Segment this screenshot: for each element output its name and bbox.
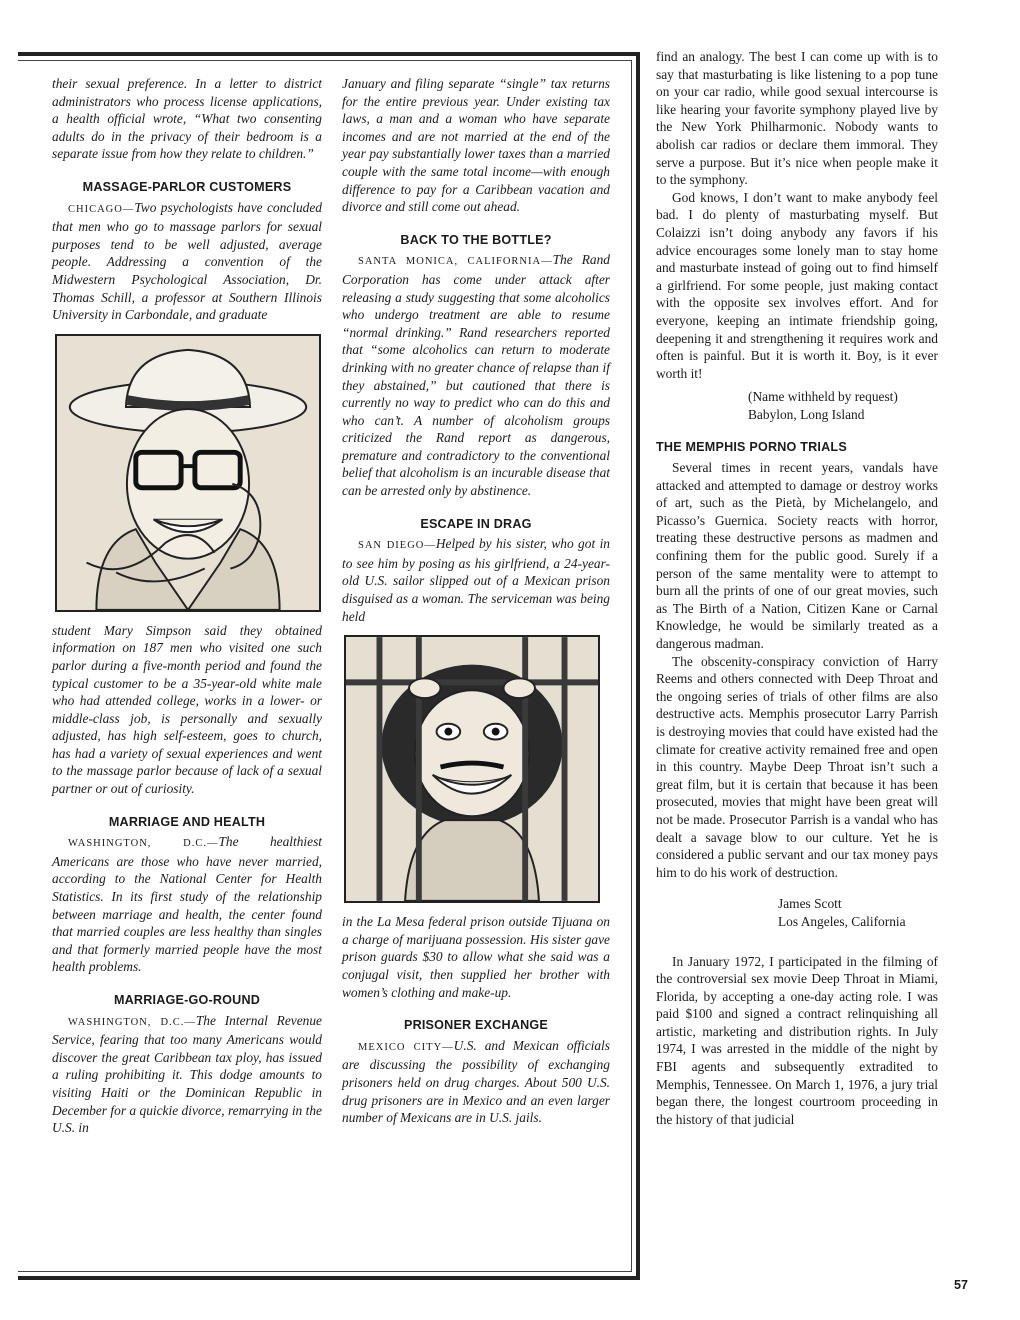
column-1	[52, 75, 322, 1137]
signature-location: Los Angeles, California	[778, 913, 906, 929]
article-text: student Mary Simpson said they obtained information on 187 men who visited one such parlor during a five-month period and found the typical customer to be a 35-year-old white male who had attended college, works in a lower- or middle-class job, is personally and sexually adjusted, has high self-esteem, goes to church, has had a variety of sexual experiences and went to the massage parlor because of lack of a sexual partner or out of curiosity.	[52, 622, 322, 797]
section-heading: BACK TO THE BOTTLE?	[400, 232, 552, 247]
illustration-man-in-hat	[55, 334, 321, 612]
signature-name: (Name withheld by request)	[748, 389, 898, 405]
article-text: their sexual preference. In a letter to district administrators who process license applications, a health official wrote, “What two consenting adults do in the privacy of their bedroom is a separate issue from how they relate to children.”	[52, 76, 322, 162]
man-in-hat-drawing	[57, 336, 319, 610]
dateline: CHICAGO—	[68, 203, 135, 215]
dateline: SANTA MONICA, CALIFORNIA—	[358, 256, 553, 268]
section-heading: MARRIAGE AND HEALTH	[108, 814, 266, 829]
page-number: 57	[954, 1278, 968, 1292]
section-heading: PRISONER EXCHANGE	[403, 1018, 549, 1033]
signature-name: James Scott	[778, 896, 842, 912]
article-text: WASHINGTON, D.C.—The healthiest Americans are those who have never married, according to the National Center for Health Statistics. In its first study of the relationship between marriage and health, the center found that married couples are less healthy than singles and that formerly married people have the most health problems.	[52, 834, 323, 975]
dateline: SAN DIEGO—	[358, 540, 436, 552]
article-text: in the La Mesa federal prison outside Tijuana on a charge of marijuana possession. His sister gave prison guards $30 to allow what she said was a conjugal visit, then supplied her brother with women’s clothing and make-up.	[342, 914, 610, 1000]
article-text: SAN DIEGO—Helped by his sister, who got in to see him by posing as his girlfriend, a 24-year-old U.S. sailor slipped out of a Mexican prison disguised as a woman. The serviceman was being held	[342, 536, 610, 624]
signature-location: Babylon, Long Island	[748, 406, 865, 422]
letter-text: The obscenity-conspiracy conviction of Harry Reems and others connected with Deep Throat and the ongoing series of trials of other films are also destructive acts. Memphis prosecutor Larry Parrish is destroying movies that could have existed had the climate for creative activity remained free and open in this country. Maybe Deep Throat isn’t such a great film, but it is certain that because it has been prosecuted, movies that might have been great will not be made. Prosecutor Parrish is a vandal who has dealt a savage blow to our culture. Yet he is considered a public servant and our tax money pays him to do his work of destruction.	[656, 653, 938, 880]
letter-signature	[656, 895, 938, 930]
dateline: MEXICO CITY—	[358, 1041, 454, 1053]
dateline: WASHINGTON, D.C.—	[68, 838, 219, 850]
prisoner-in-drag-drawing	[346, 637, 598, 901]
letter-signature	[656, 388, 938, 423]
illustration-prisoner-in-drag	[344, 635, 600, 903]
column-3	[656, 48, 938, 1128]
letter-text: find an analogy. The best I can come up with is to say that masturbating is like listening to a pop tune on your car radio, while good sexual intercourse is like hearing your favorite symphony played live by the New York Philharmonic. Nobody wants to abolish car radios or declare them immoral. They serve a purpose. But it’s nice when people make it to the symphony.	[656, 49, 938, 188]
section-heading: ESCAPE IN DRAG	[420, 516, 532, 531]
dateline: WASHINGTON, D.C.—	[68, 1016, 196, 1028]
section-heading: MASSAGE-PARLOR CUSTOMERS	[82, 179, 292, 194]
section-heading: THE MEMPHIS PORNO TRIALS	[656, 440, 847, 455]
letter-text: Several times in recent years, vandals have attacked and attempted to damage or destroy works of art, such as the Pietà, by Michelangelo, and Picasso’s Guernica. Society reacts with horror, treating these destructive persons as madmen and confining them for the public good. Surely if a person of the same mentality were to attempt to burn all the prints of one of our great movies, such as The Birth of a Nation, Citizen Kane or Carnal Knowledge, he would be similarly treated as a dangerous madman.	[656, 460, 938, 651]
article-text: SANTA MONICA, CALIFORNIA—The Rand Corporation has come under attack after releasing a study suggesting that some alcoholics who undergo treatment are able to resume “normal drinking.” Rand researchers reported that “some alcoholics can return to moderate drinking with no greater chance of relapse than if they abstained,” but cautioned that there is currently no way to predict who can do this and who can’t. A number of alcoholism groups criticized the Rand report as dangerous, premature and contradictory to the conventional belief that alcoholism is an incurable disease that can be arrested only by abstinence.	[342, 252, 610, 499]
letter-text: In January 1972, I participated in the filming of the controversial sex movie Deep Throat in Miami, Florida, by accepting a one-day acting role. I was paid $100 and signed a contract relinquishing all artistic, marketing and distribution rights. In July 1974, I was arrested in the middle of the night by FBI agents and subsequently extradited to Memphis, Tennessee. On March 1, 1976, a jury trial began there, the longest courtroom proceeding in the history of that judicial	[656, 953, 938, 1127]
article-text: MEXICO CITY—U.S. and Mexican officials are discussing the possibility of exchanging prisoners held on drug charges. About 500 U.S. drug prisoners are in Mexico and an even larger number of Mexicans are in U.S. jails.	[342, 1037, 610, 1126]
article-text: CHICAGO—Two psychologists have concluded that men who go to massage parlors for sexual purposes tend to be well adjusted, average people. Addressing a convention of the Midwestern Psychological Association, Dr. Thomas Schill, a professor at Southern Illinois University in Carbondale, and graduate	[52, 199, 322, 323]
article-text: WASHINGTON, D.C.—The Internal Revenue Service, fearing that too many Americans would discover the great Caribbean tax ploy, has issued a ruling prohibiting it. This dodge amounts to visiting Haiti or the Dominican Republic in December for a quickie divorce, remarrying in the U.S. in	[52, 1012, 323, 1136]
letter-text: God knows, I don’t want to make anybody feel bad. I do plenty of masturbating myself. But Colaizzi isn’t doing anybody any favors if his advice encourages some lonely man to stay home and masturbate instead of going out to find himself a girlfriend. For some people, just making contact with the opposite sex involves effort. And for everyone, keeping an intimate friendship going, deepening it and strengthening it requires work and often is painful. But it is worth it. Boy, is it ever worth it!	[656, 189, 938, 381]
column-2	[342, 75, 610, 1127]
section-heading: MARRIAGE-GO-ROUND	[113, 993, 261, 1007]
article-text: January and filing separate “single” tax returns for the entire previous year. Under existing tax laws, a man and a woman who have separate incomes and are not married at the end of the year pay substantially lower taxes than a married couple with the same total income—with enough difference to pay for a Caribbean vacation and divorce and still come out ahead.	[342, 76, 610, 215]
